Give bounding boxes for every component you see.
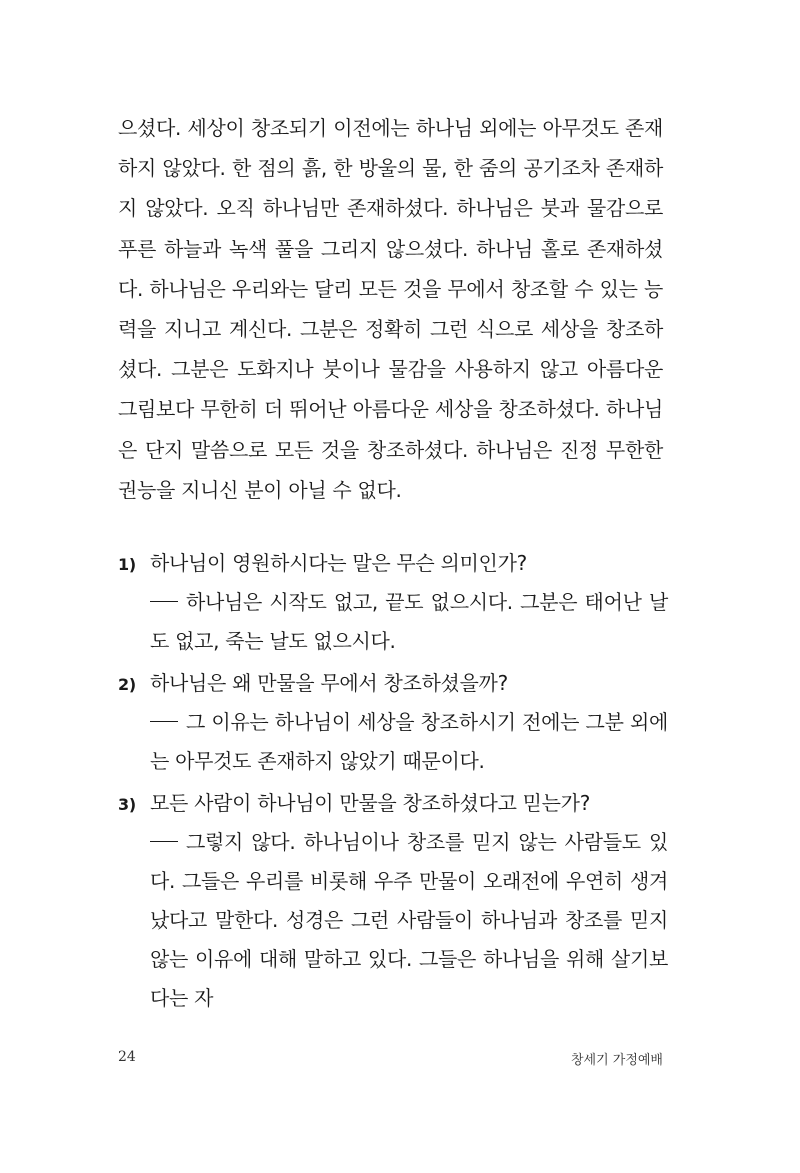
answer	[150, 823, 668, 1018]
question-row	[118, 783, 668, 823]
question-number: 1)	[118, 555, 136, 574]
answer-text: 그 이유는 하나님이 세상을 창조하시기 전에는 그분 외에는 아무것도 존재하지 않았기 때문이다.	[150, 710, 668, 773]
running-footer-title: 창세기 가정예배	[570, 1053, 663, 1068]
question-text: 하나님은 왜 만물을 무에서 창조하셨을까?	[150, 671, 508, 695]
answer-dash	[150, 721, 178, 723]
question-text: 하나님이 영원하시다는 말은 무슨 의미인가?	[150, 551, 527, 575]
question-row	[118, 663, 668, 703]
answer-text: 그렇지 않다. 하나님이나 창조를 믿지 않는 사람들도 있다. 그들은 우리를 비롯해 우주 만물이 오래전에 우연히 생겨났다고 말한다. 성경은 그런 사람들이 하나님과 창조를 믿지 않는 이유에 대해 말하고 있다. 그들은 하나님을 위해 살기보다는 자	[150, 830, 668, 1010]
answer-text: 하나님은 시작도 없고, 끝도 없으시다. 그분은 태어난 날도 없고, 죽는 날도 없으시다.	[150, 590, 668, 653]
answer	[150, 583, 668, 661]
answer	[150, 703, 668, 781]
qa-item	[118, 543, 668, 661]
answer-dash	[150, 601, 178, 603]
qa-item	[118, 663, 668, 781]
question-text: 모든 사람이 하나님이 만물을 창조하셨다고 믿는가?	[150, 791, 591, 815]
answer-dash	[150, 841, 178, 843]
question-number: 3)	[118, 795, 136, 814]
qa-item	[118, 783, 668, 1018]
body-paragraph: 으셨다. 세상이 창조되기 이전에는 하나님 외에는 아무것도 존재하지 않았다. 한 점의 흙, 한 방울의 물, 한 줌의 공기조차 존재하지 않았다. 오직 하나님만 존재하셨다. 하나님은 붓과 물감으로 푸른 하늘과 녹색 풀을 그리지 않으셨다. 하나님 홀로 존재하셨다. 하나님은 우리와는 달리 모든 것을 무에서 창조할 수 있는 능력을 지니고 계신다. 그분은 정확히 그런 식으로 세상을 창조하셨다. 그분은 도화지나 붓이나 물감을 사용하지 않고 아름다운 그림보다 무한히 더 뛰어난 아름다운 세상을 창조하셨다. 하나님은 단지 말씀으로 모든 것을 창조하셨다. 하나님은 진정 무한한 권능을 지니신 분이 아닐 수 없다.	[118, 116, 663, 502]
question-number: 2)	[118, 675, 136, 694]
page-number: 24	[118, 1049, 136, 1065]
qa-list	[118, 543, 668, 1020]
question-row	[118, 543, 668, 583]
